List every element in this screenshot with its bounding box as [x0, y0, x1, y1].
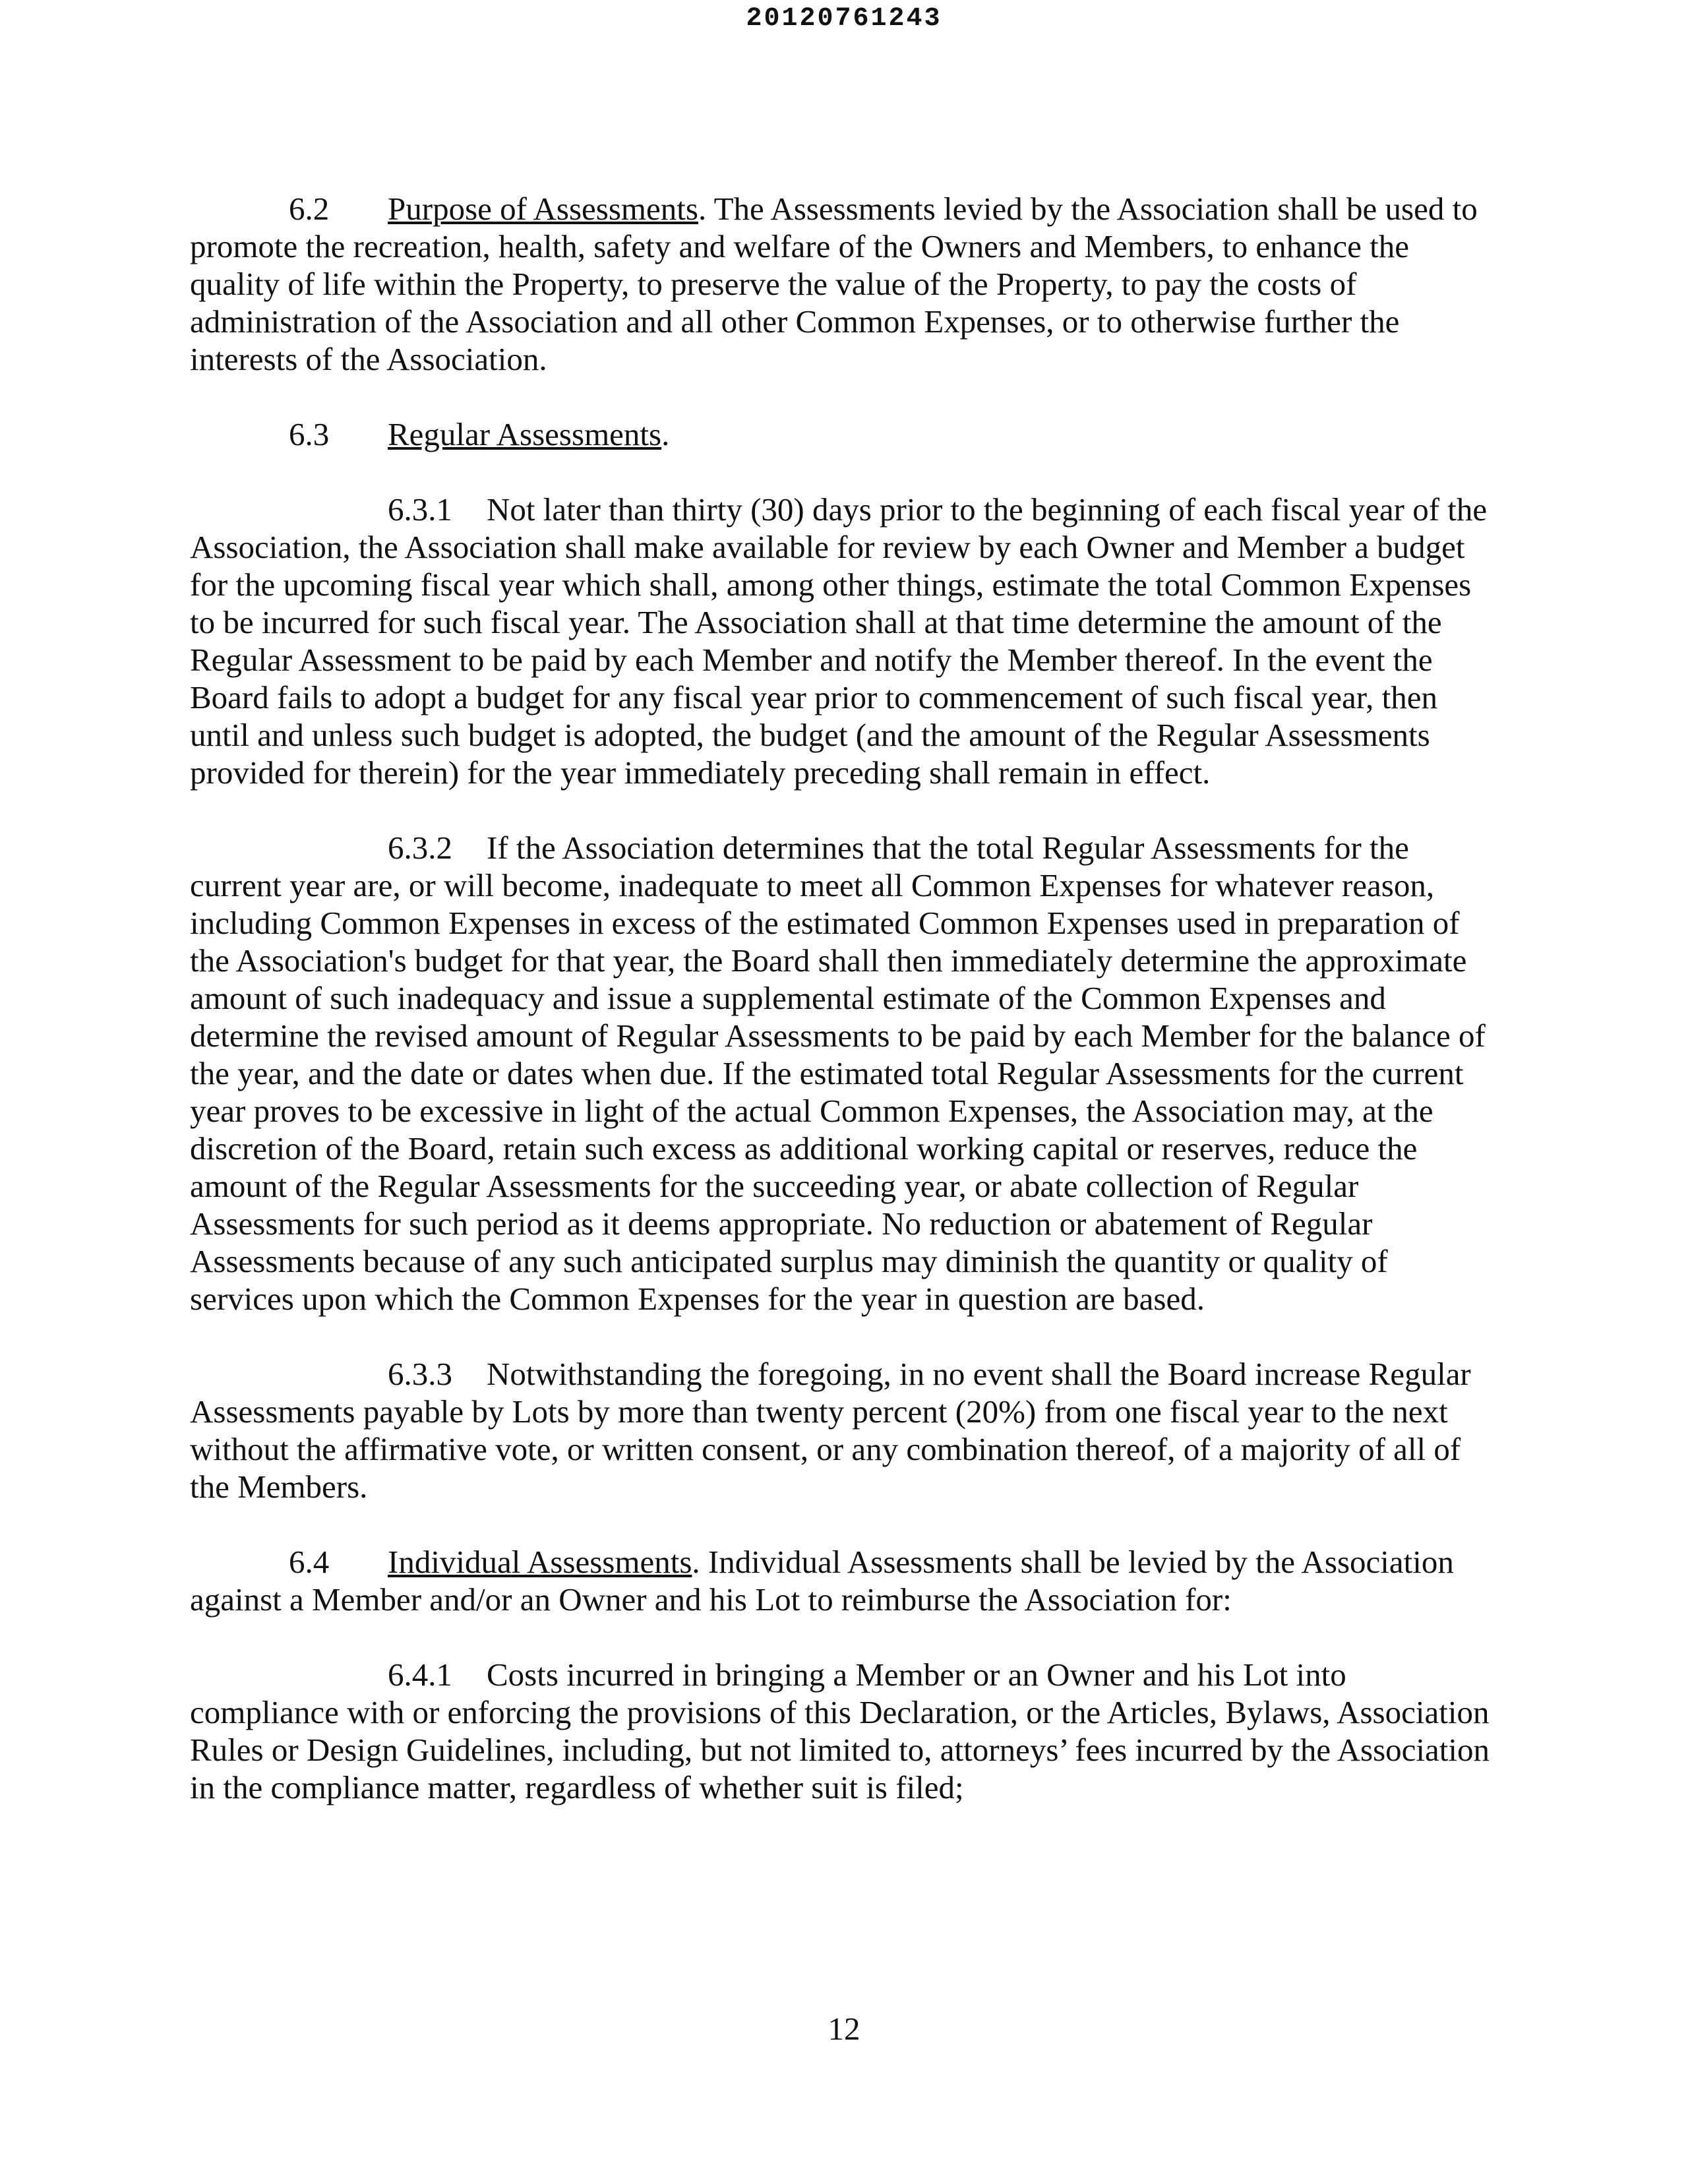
section-6-3-3-text: Notwithstanding the foregoing, in no event shall the Board increase Regular Assessments payable by Lots by more than twenty percent (20%) from one fiscal year to the next without the affirmative vote, or written consent, or any combination thereof, of a majority of all of the Members. [190, 1356, 1471, 1505]
section-6-3 [190, 415, 1495, 453]
section-6-2-number: 6.2 [289, 191, 330, 227]
section-6-4-text: . Individual Assessments shall be levied by the Association against a Member and/or an Owner and his Lot to reimburse the Association for: [190, 1544, 1454, 1618]
section-6-3-1-text: Not later than thirty (30) days prior to the beginning of each fiscal year of the Association, the Association shall make available for review by each Owner and Member a budget for the upcoming fiscal year which shall, among other things, estimate the total Common Expenses to be incurred for such fiscal year. The Association shall at that time determine the amount of the Regular Assessment to be paid by each Member and notify the Member thereof. In the event the Board fails to adopt a budget for any fiscal year prior to commencement of such fiscal year, then until and unless such budget is adopted, the budget (and the amount of the Regular Assessments provided for therein) for the year immediately preceding shall remain in effect. [190, 491, 1488, 791]
section-6-2 [190, 190, 1495, 378]
section-6-3-number: 6.3 [289, 416, 330, 452]
section-6-3-3-number: 6.3.3 [388, 1356, 452, 1392]
section-6-3-2-text: If the Association determines that the total Regular Assessments for the current year are, or will become, inadequate to meet all Common Expenses for whatever reason, including Common Expenses in excess of the estimated Common Expenses used in preparation of the Association's budget for that year, the Board shall then immediately determine the approximate amount of such inadequacy and issue a supplemental estimate of the Common Expenses and determine the revised amount of Regular Assessments to be paid by each Member for the balance of the year, and the date or dates when due. If the estimated total Regular Assessments for the current year proves to be excessive in light of the actual Common Expenses, the Association may, at the discretion of the Board, retain such excess as additional working capital or reserves, reduce the amount of the Regular Assessments for the succeeding year, or abate collection of Regular Assessments for such period as it deems appropriate. No reduction or abatement of Regular Assessments because of any such anticipated surplus may diminish the quantity or quality of services upon which the Common Expenses for the year in question are based. [190, 830, 1486, 1317]
document-number: 20120761243 [746, 4, 942, 34]
section-6-3-title: Regular Assessments [388, 416, 662, 452]
section-6-4-number: 6.4 [289, 1544, 330, 1580]
section-6-2-title: Purpose of Assessments [388, 191, 698, 227]
section-6-3-2-number: 6.3.2 [388, 830, 452, 866]
section-6-2-text: . The Assessments levied by the Association shall be used to promote the recreation, health, safety and welfare of the Owners and Members, to enhance the quality of life within the Property, to preserve the value of the Property, to pay the costs of administration of the Association and all other Common Expenses, or to otherwise further the interests of the Association. [190, 191, 1478, 377]
section-6-4-1-text: Costs incurred in bringing a Member or an Owner and his Lot into compliance with or enforcing the provisions of this Declaration, or the Articles, Bylaws, Association Rules or Design Guidelines, including, but not limited to, attorneys’ fees incurred by the Association in the compliance matter, regardless of whether suit is filed; [190, 1656, 1490, 1805]
section-6-4-1 [190, 1656, 1495, 1806]
section-6-3-text: . [661, 416, 670, 452]
section-6-4-1-number: 6.4.1 [388, 1656, 452, 1693]
section-6-3-1 [190, 491, 1495, 791]
document-body [190, 190, 1495, 1844]
section-6-4-title: Individual Assessments [388, 1544, 692, 1580]
section-6-3-1-number: 6.3.1 [388, 491, 452, 528]
page-number: 12 [828, 2011, 860, 2047]
section-6-3-3 [190, 1355, 1495, 1505]
section-6-4 [190, 1543, 1495, 1618]
section-6-3-2 [190, 829, 1495, 1318]
